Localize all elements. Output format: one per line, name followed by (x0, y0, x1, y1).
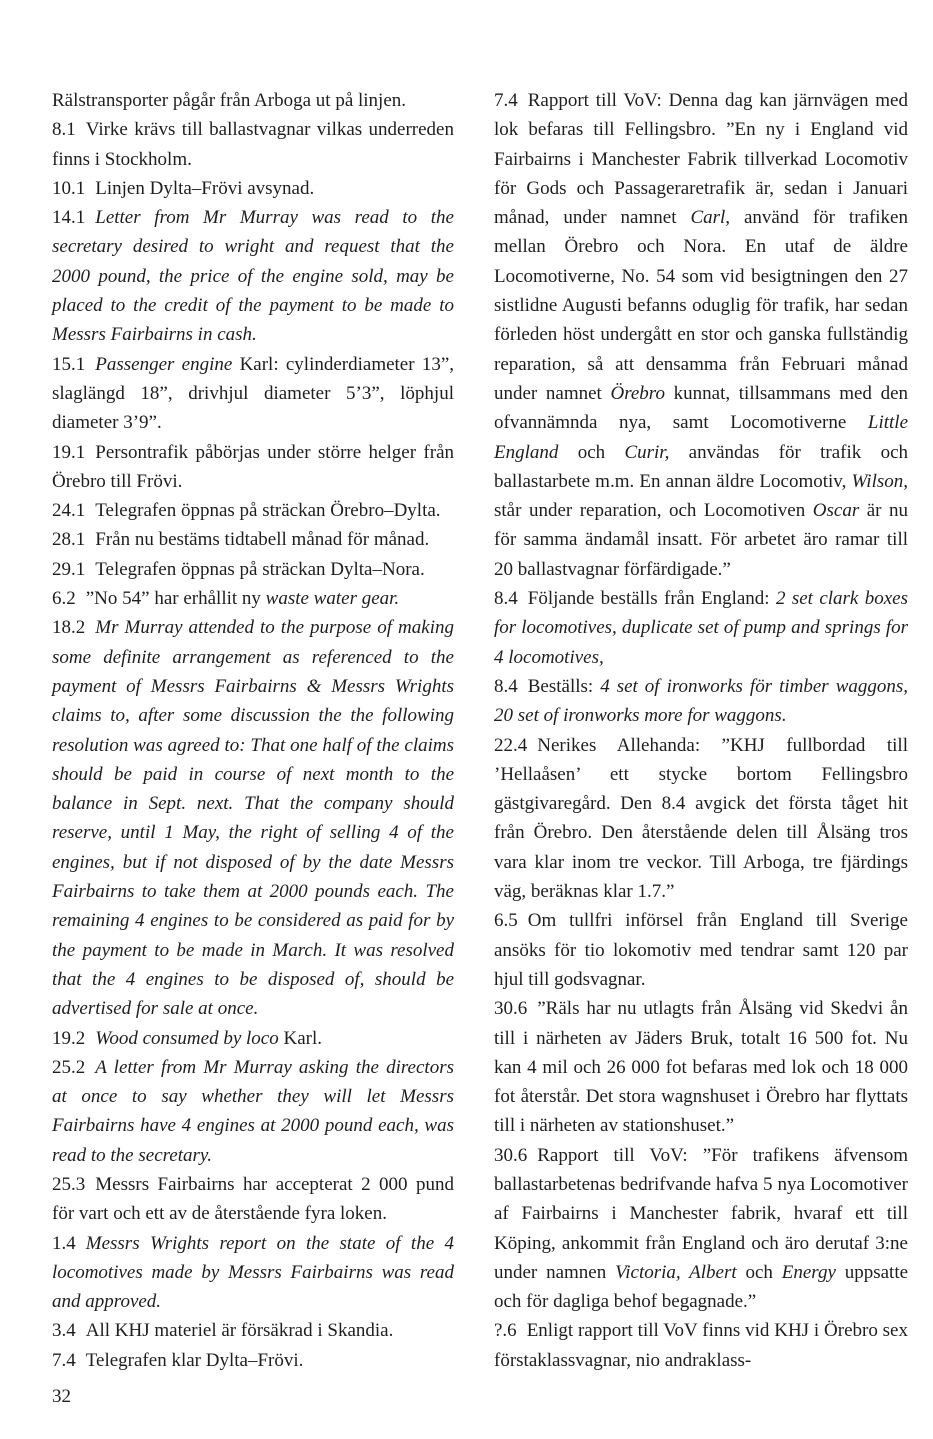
entry-text: Linjen Dylta–Frövi avsynad. (95, 177, 315, 199)
entry-text-italic: Wood consumed by loco (95, 1027, 279, 1049)
entry-text: uppsatte och för dagliga behof begagnade.” (494, 1261, 909, 1313)
entry-date: 19.1 (52, 441, 86, 463)
entry-date: 8.4 (494, 588, 518, 610)
entry-text: Persontrafik påbörjas under större helger från Örebro till Frövi. (52, 441, 454, 492)
entry-25-3 (52, 1170, 454, 1229)
entry-22-4 (494, 731, 908, 907)
intro-paragraph (52, 86, 454, 115)
entry-date: 25.3 (52, 1173, 86, 1195)
entry-14-1 (52, 203, 454, 349)
entry-date: 22.4 (494, 734, 528, 756)
entry-text: är nu för samma ändamål insatt. För arbetet äro ramar till 20 ballastvagnar förfärdigade.” (494, 500, 909, 580)
entry-date: 18.2 (52, 617, 86, 639)
entry-30-6-a (494, 994, 908, 1140)
entry-date: 6.2 (52, 588, 76, 610)
entry-24-1 (52, 496, 454, 525)
entry-text-italic: Letter from Mr Murray was read to the secretary desired to wright and request that the 2000 pound, the price of the engine sold, may be placed to the credit of the payment to be made to Messrs Fairbairns in cash. (52, 207, 454, 346)
entry-28-1 (52, 525, 454, 554)
entry-text: Messrs Fairbairns har accepterat 2 000 pund för vart och ett av de återstående fyra loken. (52, 1173, 454, 1225)
entry-date: 7.4 (494, 90, 518, 111)
entry-text-italic: Carl, (690, 207, 731, 229)
entry-text: Om tullfri införsel från England till Sverige ansöks för tio lokomotiv med tendrar samt 120 par hjul till godsvagnar. (494, 910, 908, 990)
entry-unknown-6 (494, 1316, 908, 1375)
entry-date: 1.4 (52, 1232, 76, 1254)
entry-text-italic: Passenger engine (95, 353, 233, 375)
entry-date: 25.2 (52, 1056, 86, 1078)
entry-date: 7.4 (52, 1349, 76, 1371)
entry-date: 19.2 (52, 1027, 86, 1049)
entry-date: 30.6 (494, 1144, 528, 1166)
entry-3-4 (52, 1316, 454, 1345)
entry-text: Karl. (283, 1027, 322, 1049)
page-number: 32 (52, 1386, 71, 1407)
entry-text: Telegrafen öppnas på sträckan Örebro–Dylta. (95, 500, 441, 522)
entry-text-italic: Messrs Wrights report on the state of the 4 locomotives made by Messrs Fairbairns was read and approved. (52, 1232, 454, 1313)
entry-15-1 (52, 350, 454, 438)
entry-date: 15.1 (52, 353, 86, 375)
entry-text-italic: Energy (781, 1261, 836, 1283)
entry-8-4-b (494, 672, 908, 731)
entry-text: ”Räls har nu utlagts från Ålsäng vid Skedvi ån till i närheten av Jäders Bruk, totalt 16 500 fot. Nu kan 4 mil och 26 000 fot befaras med lok och 18 000 fot återstår. Det stora wagnshuset i Örebro har flyttats till i närheten av stationshuset.” (494, 998, 908, 1137)
entry-6-5 (494, 906, 908, 994)
entry-7-4 (52, 1346, 454, 1375)
entry-text-italic: Örebro (610, 382, 666, 404)
entry-text: Virke krävs till ballastvagnar vilkas underreden finns i Stockholm. (52, 119, 454, 170)
entry-text: Nerikes Allehanda: ”KHJ fullbordad till ’Hellaåsen’ ett stycke bortom Fellingsbro gästgivaregård. Den 8.4 avgick det första tåget hit från Örebro. Den återstående delen till Ålsäng tros vara klar inom tre veckor. Till Arboga, tre fjärdings väg, beräknas klar 1.7.” (494, 734, 908, 903)
entry-date: 24.1 (52, 500, 86, 522)
entry-text: ”No 54” har erhållit ny (85, 588, 261, 610)
entry-text: använd för trafiken mellan Örebro och Nora. En utaf de äldre Locomotiverne, No. 54 som vid besigtningen den 27 sistlidne Augusti befanns oduglig för trafik, har sedan förleden höst undergått en stor och ganska fullständig reparation, så att densamma från Februari månad under namnet (494, 207, 908, 404)
entry-text-italic: A letter from Mr Murray asking the directors at once to say whether they will let Messrs Fairbairns have 4 engines at 2000 pound each, was read to the secretary. (52, 1056, 454, 1166)
right-column (494, 86, 908, 1375)
entry-text: står under reparation, och Locomotiven (494, 500, 806, 522)
entry-text: Rapport till VoV: Denna dag kan järnvägen med lok befaras till Fellingsbro. ”En ny i England vid Fairbairns i Manchester Fabrik tillverkad Locomotiv för Gods och Passageraretrafik är, sedan i Januari månad, under namnet (494, 90, 908, 229)
entry-30-6-b (494, 1141, 908, 1317)
entry-6-2 (52, 584, 454, 613)
entry-text-italic: Victoria, Albert (615, 1261, 737, 1283)
entry-text-italic: waste water gear. (265, 588, 400, 610)
entry-text: Telegrafen öppnas på sträckan Dylta–Nora. (95, 558, 425, 580)
entry-text-italic: 4 set of ironworks för timber waggons, 20 set of ironworks more for waggons. (494, 675, 909, 727)
entry-7-4-report (494, 86, 908, 584)
entry-text-italic: Wilson, (851, 470, 908, 492)
entry-1-4 (52, 1229, 454, 1317)
entry-date: 8.1 (52, 119, 76, 141)
entry-8-4-a (494, 584, 908, 672)
entry-text: Beställs: (527, 675, 594, 697)
entry-date: 6.5 (494, 910, 518, 932)
entry-18-2 (52, 613, 454, 1023)
entry-text: All KHJ materiel är försäkrad i Skandia. (85, 1320, 394, 1342)
entry-date: ?.6 (494, 1320, 517, 1342)
entry-8-1 (52, 115, 454, 174)
entry-text-italic: Mr Murray attended to the purpose of making some definite arrangement as referenced to the payment of Messrs Fairbairns & Messrs Wrights claims to, after some discussion the the following resolution was agreed to: That one half of the claims should be paid in course of next month to the balance in Sept. next. That the company should reserve, until 1 May, the right of selling 4 of the engines, but if not disposed of by the date Messrs Fairbairns to take them at 2000 pounds each. The remaining 4 engines to be considered as paid for by the payment to be made in March. It was resolved that the 4 engines to be disposed of, should be advertised for sale at once. (52, 617, 454, 1020)
entry-10-1 (52, 174, 454, 203)
entry-text: kunnat, tillsammans med den ofvannämnda nya, samt Locomotiverne (494, 382, 909, 434)
entry-29-1 (52, 555, 454, 584)
entry-text: Från nu bestäms tidtabell månad för månad. (95, 529, 430, 551)
entry-text-italic: 2 set clark boxes for locomotives, duplicate set of pump and springs for 4 locomotives, (494, 588, 909, 668)
entry-text: Följande beställs från England: (527, 588, 770, 610)
entry-text-italic: Curir, (624, 441, 670, 463)
entry-date: 10.1 (52, 177, 86, 199)
entry-date: 14.1 (52, 207, 86, 229)
intro-text: Rälstransporter pågår från Arboga ut på linjen. (52, 90, 407, 111)
left-column (52, 86, 454, 1375)
entry-text: Telegrafen klar Dylta–Frövi. (85, 1349, 304, 1371)
entry-date: 30.6 (494, 998, 528, 1020)
entry-text: Rapport till VoV: ”För trafikens äfvensom ballastarbetenas bedrifvande hafva 5 nya Locomotiver af Fairbairns i Manchester fabrik, hvaraf ett till Köping, ankommit från England och äro derutaf 3:ne under namnen (494, 1144, 908, 1283)
entry-25-2 (52, 1053, 454, 1170)
entry-text: användas för trafik och ballastarbete m.m. En annan äldre Locomotiv, (494, 441, 909, 492)
entry-date: 28.1 (52, 529, 86, 551)
entry-text-italic: Little England (494, 412, 909, 463)
entry-text: Enligt rapport till VoV finns vid KHJ i Örebro sex förstaklassvagnar, nio andraklass- (494, 1320, 908, 1371)
entry-text-italic: Oscar (812, 500, 860, 522)
entry-date: 29.1 (52, 558, 86, 580)
entry-text: och (745, 1261, 773, 1283)
entry-date: 8.4 (494, 675, 518, 697)
entry-date: 3.4 (52, 1320, 76, 1342)
entry-19-2 (52, 1024, 454, 1053)
entry-text: och (577, 441, 606, 463)
entry-text: Karl: cylinderdiameter 13”, slaglängd 18”, drivhjul diameter 5’3”, löphjul diameter 3’9”. (52, 353, 454, 434)
entry-19-1 (52, 438, 454, 497)
